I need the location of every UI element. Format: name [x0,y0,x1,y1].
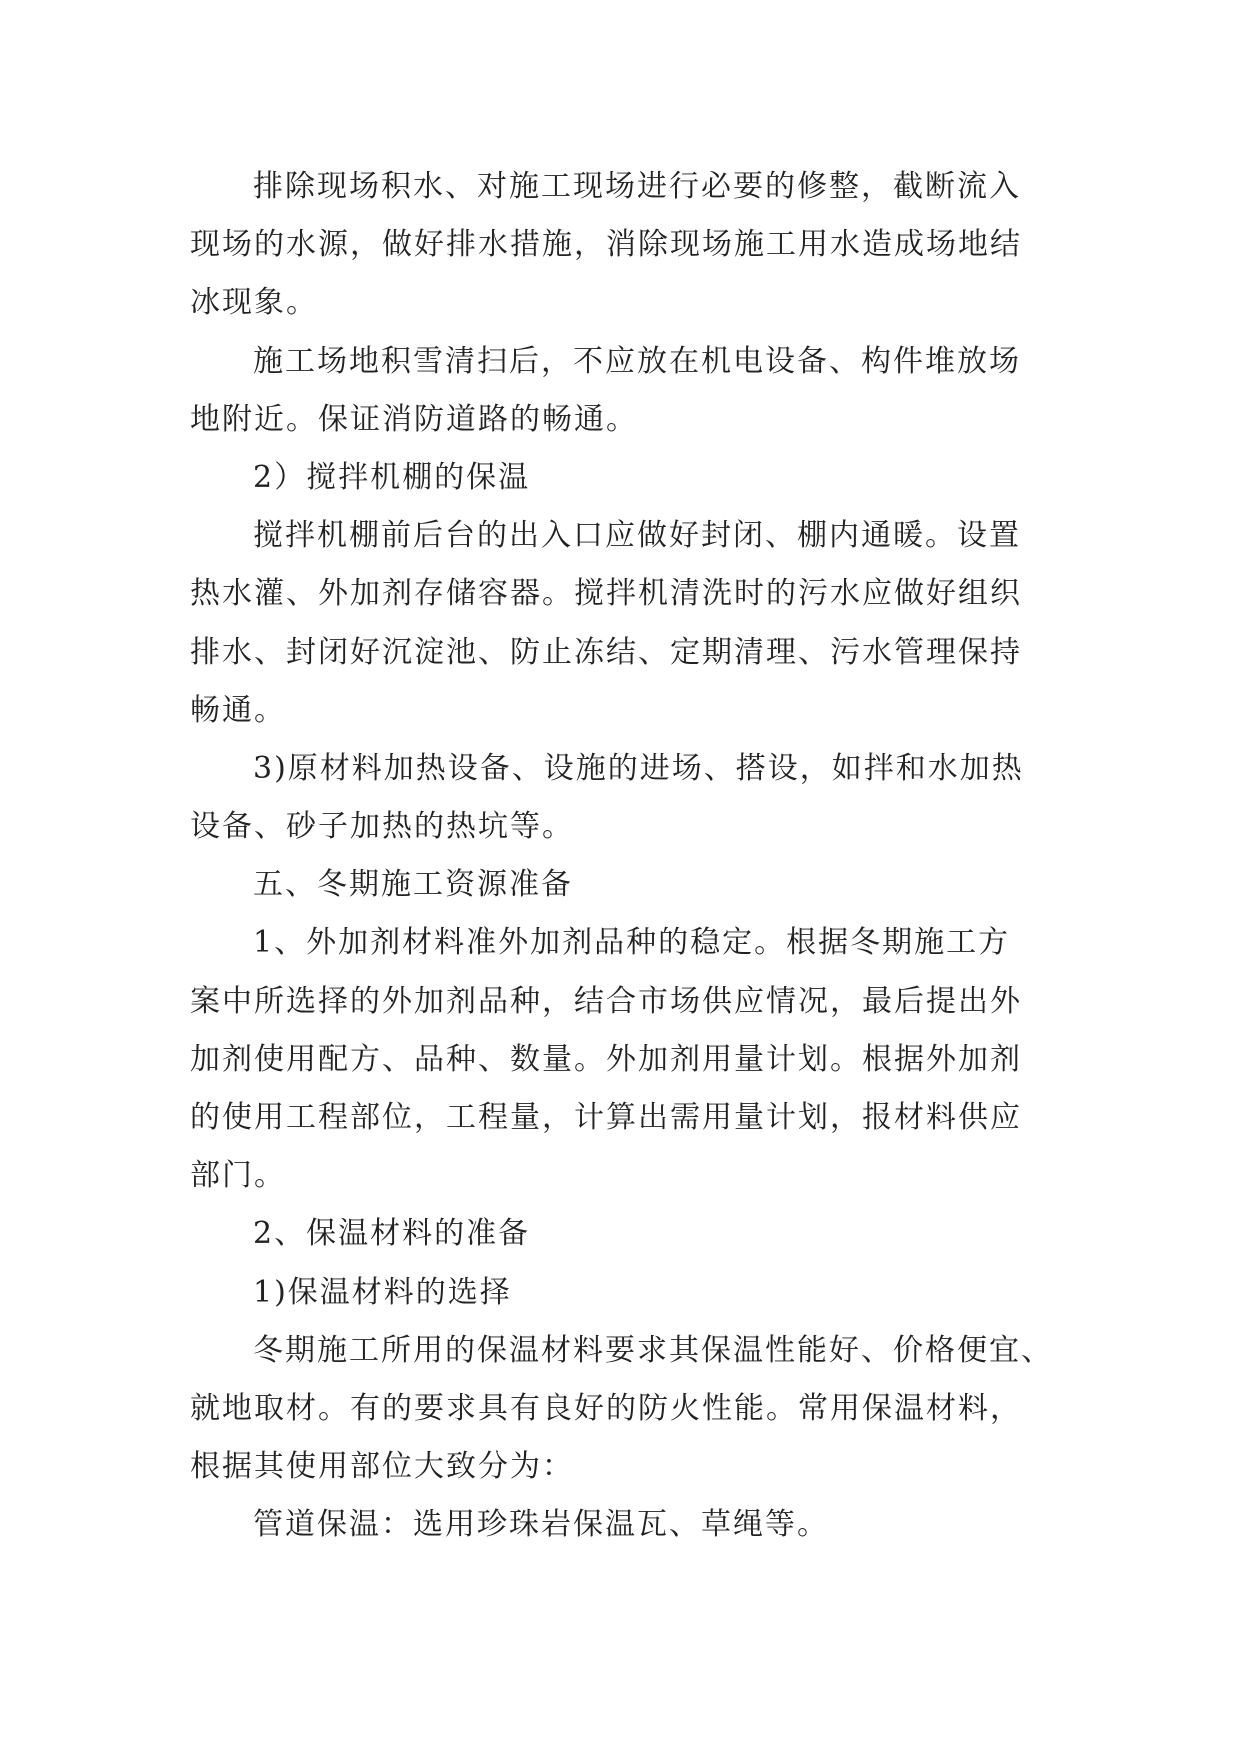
section-heading: 2、保温材料的准备 [253,1216,531,1252]
section-heading: 2）搅拌机棚的保温 [253,459,531,495]
text-line: 部门。 [190,1158,286,1194]
text-line: 根据其使用部位大致分为： [190,1449,574,1485]
text-line: 设备、砂子加热的热坑等。 [190,809,574,845]
body-text [190,158,1053,1555]
text-line: 排除现场积水、对施工现场进行必要的修整，截断流入 [253,169,1021,204]
text-line: 3)原材料加热设备、设施的进场、搭设，如拌和水加热 [253,750,1024,786]
text-line: 施工场地积雪清扫后，不应放在机电设备、构件堆放场 [253,343,1021,379]
text-line: 冬期施工所用的保温材料要求其保温性能好、价格便宜、 [253,1332,1053,1368]
section-heading: 五、冬期施工资源准备 [253,867,573,903]
text-line: 搅拌机棚前后台的出入口应做好封闭、棚内通暖。设置 [253,518,1021,554]
text-line: 现场的水源，做好排水措施，消除现场施工用水造成场地结 [190,227,1022,263]
text-line: 排水、封闭好沉淀池、防止冻结、定期清理、污水管理保持 [190,634,1022,670]
text-line: 就地取材。有的要求具有良好的防火性能。常用保温材料， [190,1390,1022,1426]
text-line: 案中所选择的外加剂品种，结合市场供应情况，最后提出外 [190,983,1022,1019]
text-line: 的使用工程部位，工程量，计算出需用量计划，报材料供应 [190,1100,1022,1135]
text-line: 1、外加剂材料准外加剂品种的稳定。根据冬期施工方 [253,925,1011,961]
text-line: 地附近。保证消防道路的畅通。 [190,401,638,437]
text-line: 管道保温：选用珍珠岩保温瓦、草绳等。 [253,1507,829,1543]
text-line: 冰现象。 [190,285,318,321]
text-line: 热水灌、外加剂存储容器。搅拌机清洗时的污水应做好组织 [190,576,1022,612]
text-line: 加剂使用配方、品种、数量。外加剂用量计划。根据外加剂 [190,1041,1022,1077]
text-line: 畅通。 [190,692,286,728]
section-heading: 1)保温材料的选择 [253,1274,512,1310]
